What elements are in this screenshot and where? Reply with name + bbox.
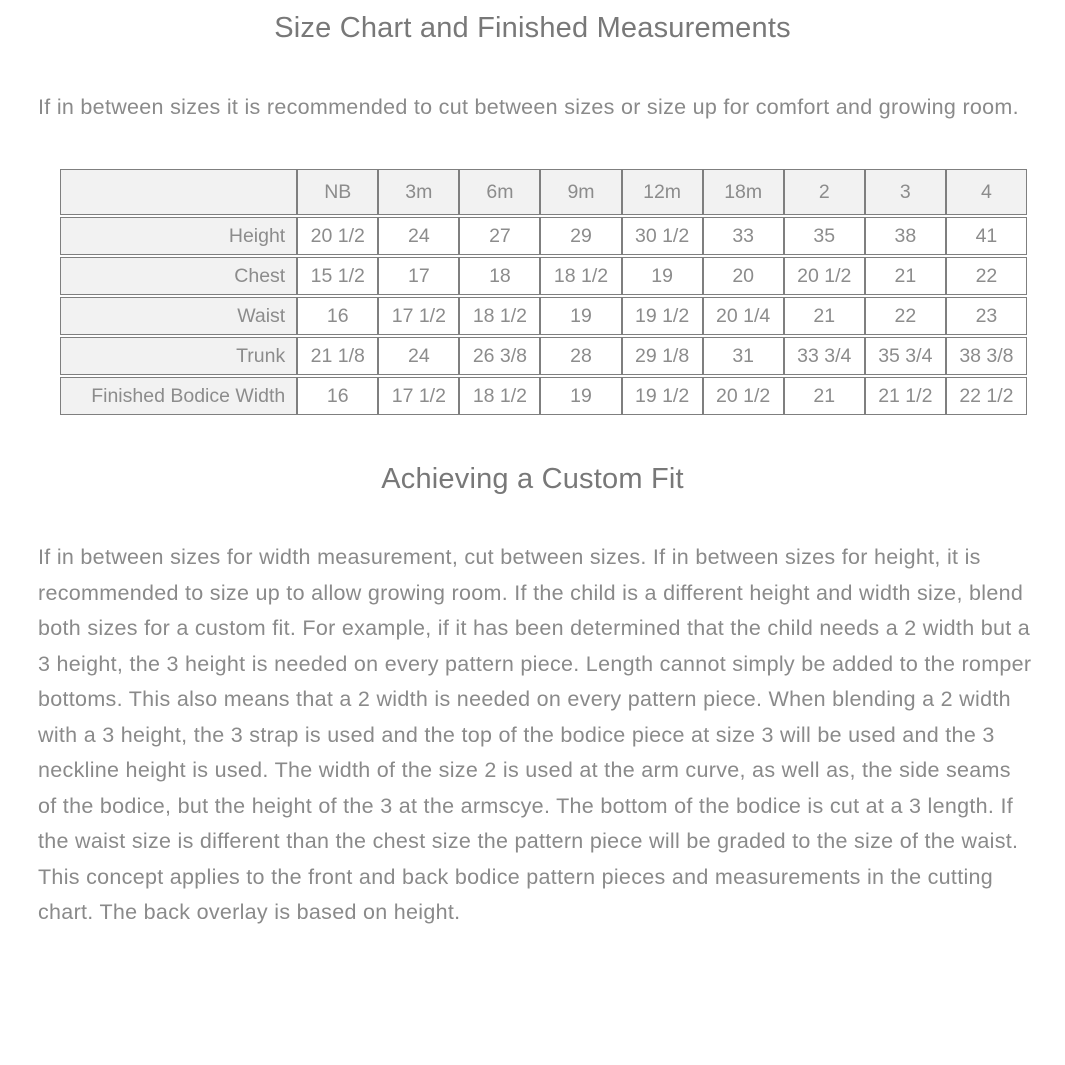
size-column-header: NB bbox=[297, 169, 378, 215]
table-row bbox=[60, 377, 1027, 415]
measurement-cell: 21 1/8 bbox=[297, 337, 378, 375]
section-title-custom-fit: Achieving a Custom Fit bbox=[381, 463, 684, 495]
measurement-cell: 24 bbox=[378, 337, 459, 375]
row-label: Chest bbox=[60, 257, 297, 295]
measurement-cell: 27 bbox=[459, 217, 540, 255]
measurement-cell: 23 bbox=[946, 297, 1027, 335]
measurement-cell: 29 1/8 bbox=[622, 337, 703, 375]
measurement-cell: 21 bbox=[865, 257, 946, 295]
measurement-cell: 30 1/2 bbox=[622, 217, 703, 255]
measurement-cell: 28 bbox=[540, 337, 621, 375]
measurement-cell: 15 1/2 bbox=[297, 257, 378, 295]
measurement-cell: 20 bbox=[703, 257, 784, 295]
size-column-header: 4 bbox=[946, 169, 1027, 215]
table-row bbox=[60, 257, 1027, 295]
size-chart-header-row bbox=[60, 169, 1027, 215]
measurement-cell: 35 3/4 bbox=[865, 337, 946, 375]
measurement-cell: 33 3/4 bbox=[784, 337, 865, 375]
measurement-cell: 19 1/2 bbox=[622, 377, 703, 415]
table-row bbox=[60, 297, 1027, 335]
measurement-cell: 29 bbox=[540, 217, 621, 255]
row-label: Height bbox=[60, 217, 297, 255]
measurement-cell: 20 1/2 bbox=[703, 377, 784, 415]
measurement-cell: 19 bbox=[622, 257, 703, 295]
measurement-cell: 31 bbox=[703, 337, 784, 375]
measurement-cell: 19 1/2 bbox=[622, 297, 703, 335]
measurement-cell: 24 bbox=[378, 217, 459, 255]
row-label: Trunk bbox=[60, 337, 297, 375]
measurement-cell: 19 bbox=[540, 297, 621, 335]
measurement-cell: 22 1/2 bbox=[946, 377, 1027, 415]
measurement-cell: 17 bbox=[378, 257, 459, 295]
measurement-cell: 26 3/8 bbox=[459, 337, 540, 375]
measurement-cell: 33 bbox=[703, 217, 784, 255]
row-label: Waist bbox=[60, 297, 297, 335]
size-chart-table bbox=[60, 167, 1027, 417]
measurement-cell: 20 1/4 bbox=[703, 297, 784, 335]
measurement-cell: 22 bbox=[865, 297, 946, 335]
size-column-header: 18m bbox=[703, 169, 784, 215]
size-column-header: 3 bbox=[865, 169, 946, 215]
table-row bbox=[60, 337, 1027, 375]
size-column-header: 3m bbox=[378, 169, 459, 215]
page-title: Size Chart and Finished Measurements bbox=[274, 12, 791, 44]
measurement-cell: 21 bbox=[784, 377, 865, 415]
size-chart-corner-cell bbox=[60, 169, 297, 215]
measurement-cell: 21 bbox=[784, 297, 865, 335]
size-column-header: 9m bbox=[540, 169, 621, 215]
size-column-header: 12m bbox=[622, 169, 703, 215]
size-column-header: 6m bbox=[459, 169, 540, 215]
measurement-cell: 16 bbox=[297, 377, 378, 415]
measurement-cell: 19 bbox=[540, 377, 621, 415]
measurement-cell: 20 1/2 bbox=[784, 257, 865, 295]
measurement-cell: 20 1/2 bbox=[297, 217, 378, 255]
measurement-cell: 38 3/8 bbox=[946, 337, 1027, 375]
size-column-header: 2 bbox=[784, 169, 865, 215]
measurement-cell: 16 bbox=[297, 297, 378, 335]
measurement-cell: 18 1/2 bbox=[459, 377, 540, 415]
measurement-cell: 22 bbox=[946, 257, 1027, 295]
measurement-cell: 21 1/2 bbox=[865, 377, 946, 415]
custom-fit-paragraph: If in between sizes for width measurement, cut between sizes. If in between sizes for height, it is recommended to size up to allow growing room. If the child is a different height and width size, blend both sizes for a custom fit. For example, if it has been determined that the child needs a 2 width but a 3 height, the 3 height is needed on every pattern piece. Length cannot simply be added to the romper bottoms. This also means that a 2 width is needed on every pattern piece. When blending a 2 width with a 3 height, the 3 strap is used and the top of the bodice piece at size 3 will be used and the 3 neckline height is used. The width of the size 2 is used at the arm curve, as well as, the side seams of the bodice, but the height of the 3 at the armscye. The bottom of the bodice is cut at a 3 length. If the waist size is different than the chest size the pattern piece will be graded to the size of the waist. This concept applies to the front and back bodice pattern pieces and measurements in the cutting chart. The back overlay is based on height. bbox=[38, 545, 1032, 924]
measurement-cell: 41 bbox=[946, 217, 1027, 255]
measurement-cell: 35 bbox=[784, 217, 865, 255]
measurement-cell: 17 1/2 bbox=[378, 377, 459, 415]
measurement-cell: 18 bbox=[459, 257, 540, 295]
measurement-cell: 17 1/2 bbox=[378, 297, 459, 335]
measurement-cell: 18 1/2 bbox=[540, 257, 621, 295]
measurement-cell: 38 bbox=[865, 217, 946, 255]
row-label: Finished Bodice Width bbox=[60, 377, 297, 415]
intro-paragraph: If in between sizes it is recommended to cut between sizes or size up for comfort and growing room. bbox=[38, 95, 1019, 119]
measurement-cell: 18 1/2 bbox=[459, 297, 540, 335]
table-row bbox=[60, 217, 1027, 255]
